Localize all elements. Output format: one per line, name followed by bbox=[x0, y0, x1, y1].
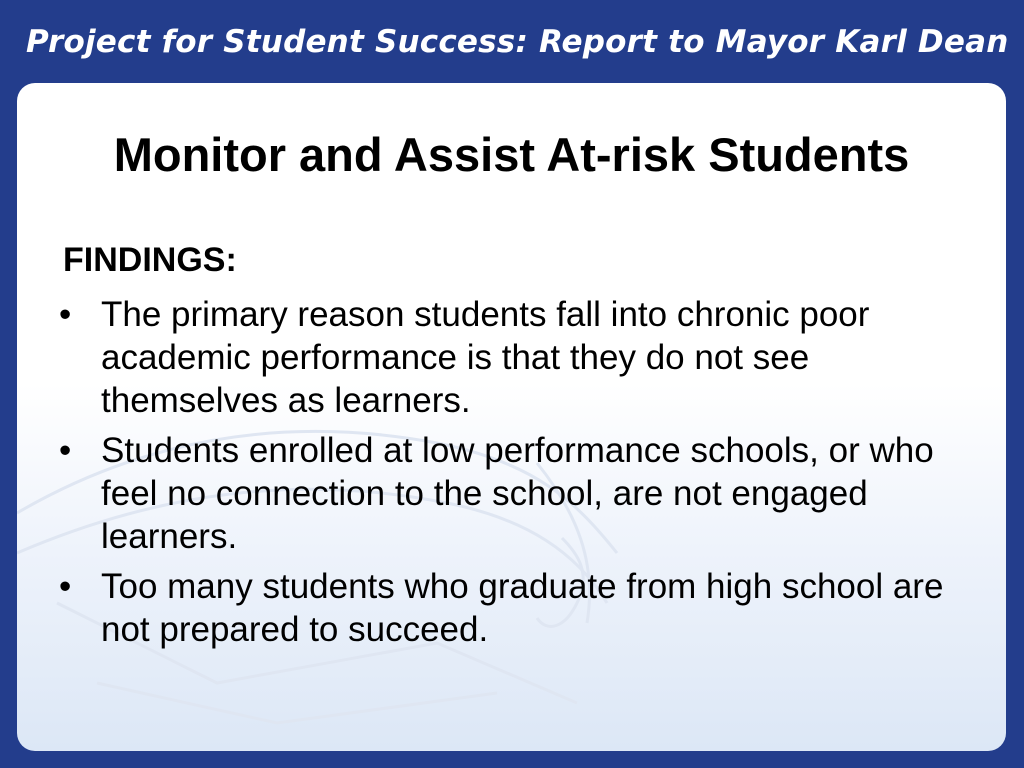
content-panel bbox=[17, 83, 1006, 751]
findings-list bbox=[57, 293, 957, 658]
bullet-text: The primary reason students fall into chronic poor academic performance is that they do not see themselves as learners. bbox=[101, 295, 870, 420]
bullet-icon: • bbox=[59, 295, 72, 334]
header-title: Project for Student Success: Report to Mayor Karl Dean bbox=[26, 24, 1009, 60]
list-item bbox=[57, 293, 957, 422]
bullet-icon: • bbox=[59, 567, 72, 606]
findings-label: FINDINGS: bbox=[63, 241, 237, 279]
slide-title: Monitor and Assist At-risk Students bbox=[113, 128, 910, 181]
bullet-text: Students enrolled at low performance schools, or who feel no connection to the school, are not engaged learners. bbox=[101, 431, 934, 556]
bullet-text: Too many students who graduate from high school are not prepared to succeed. bbox=[101, 567, 944, 649]
list-item bbox=[57, 429, 957, 558]
list-item bbox=[57, 565, 957, 651]
bullet-icon: • bbox=[59, 431, 72, 470]
header-band bbox=[0, 0, 1024, 82]
